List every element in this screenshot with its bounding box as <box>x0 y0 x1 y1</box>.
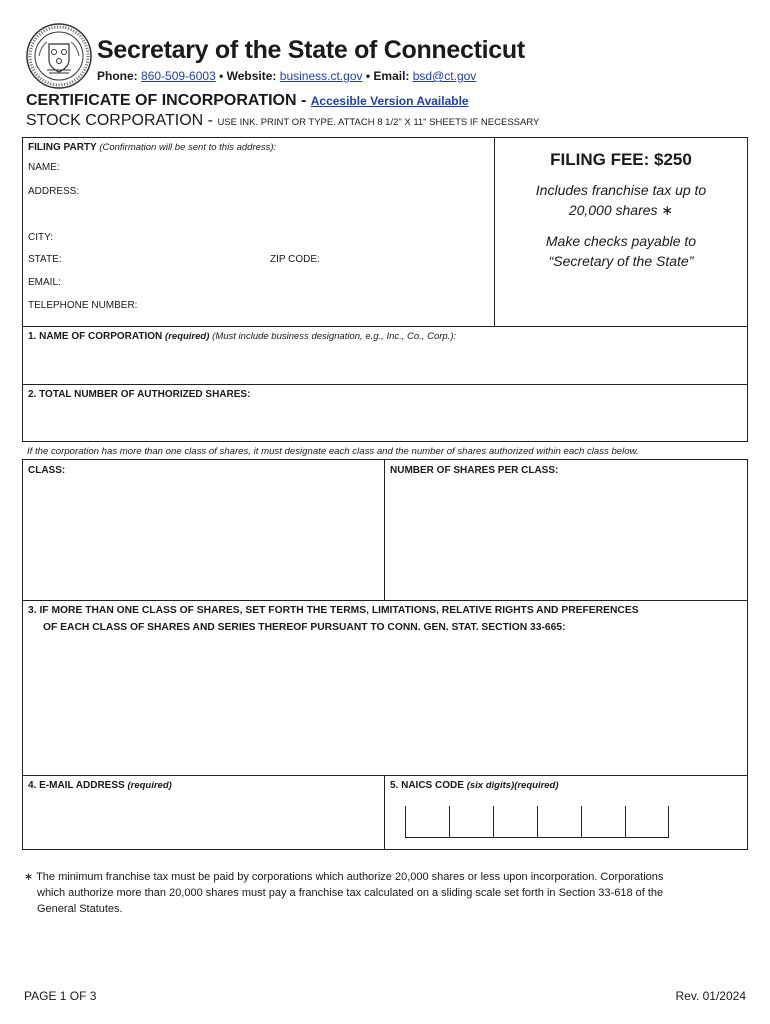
email-field[interactable]: EMAIL: <box>28 277 61 288</box>
email-label: Email: <box>373 69 410 83</box>
email-link[interactable]: bsd@ct.gov <box>412 69 477 83</box>
name-field[interactable]: NAME: <box>28 162 60 173</box>
footnote-line-2: which authorize more than 20,000 shares must pay a franchise tax calculated on a sliding scale set forth in Section 33-618 of the <box>37 887 664 899</box>
org-title: Secretary of the State of Connecticut <box>97 36 525 64</box>
subtitle-text: STOCK CORPORATION - <box>26 112 213 129</box>
section-5-label-text: 5. NAICS CODE <box>390 780 464 791</box>
subtitle-note: USE INK. PRINT OR TYPE. ATTACH 8 1/2" X 11" SHEETS IF NECESSARY <box>217 117 540 128</box>
accessible-version-link[interactable]: Accesible Version Available <box>310 94 469 108</box>
section-2-label: 2. TOTAL NUMBER OF AUTHORIZED SHARES: <box>28 389 251 400</box>
state-seal-icon <box>25 22 93 90</box>
footnote-line-1: ∗ The minimum franchise tax must be paid by corporations which authorize 20,000 shares or less upon incorporation. Corporations <box>24 871 664 883</box>
subtitle <box>26 112 539 130</box>
shares-per-class-header: NUMBER OF SHARES PER CLASS: <box>390 465 559 476</box>
filing-party-note: (Confirmation will be sent to this address): <box>99 142 277 153</box>
contact-line <box>97 69 476 83</box>
revision-date: Rev. 01/2024 <box>675 989 746 1003</box>
section-4-label-text: 4. E-MAIL ADDRESS <box>28 780 125 791</box>
class-input[interactable] <box>23 460 384 600</box>
naics-digit-3[interactable] <box>493 806 537 838</box>
section-1-label <box>28 331 456 342</box>
section-4-label <box>28 780 172 791</box>
divider <box>384 775 385 850</box>
separator: • <box>219 69 224 83</box>
section-3-line-1: 3. IF MORE THAN ONE CLASS OF SHARES, SET FORTH THE TERMS, LIMITATIONS, RELATIVE RIGHTS AND PREFERENCES <box>28 605 639 616</box>
section-2-note: If the corporation has more than one class of shares, it must designate each class and the number of shares authorized within each class below. <box>27 446 639 457</box>
class-header: CLASS: <box>28 465 66 476</box>
naics-digit-4[interactable] <box>537 806 581 838</box>
city-field[interactable]: CITY: <box>28 232 54 243</box>
section-3-line-2: OF EACH CLASS OF SHARES AND SERIES THEREOF PURSUANT TO CONN. GEN. STAT. SECTION 33-665: <box>43 622 566 633</box>
fee-note-line-3: Make checks payable to <box>545 233 697 249</box>
fee-note-line-4: “Secretary of the State” <box>548 253 694 269</box>
naics-digit-5[interactable] <box>581 806 625 838</box>
footnote-line-3: General Statutes. <box>37 903 123 915</box>
required-note: (required) <box>165 331 210 342</box>
page-number: PAGE 1 OF 3 <box>24 989 97 1003</box>
state-field[interactable]: STATE: <box>28 254 62 265</box>
telephone-field[interactable]: TELEPHONE NUMBER: <box>28 300 138 311</box>
naics-digit-6[interactable] <box>625 806 669 838</box>
zip-code-field[interactable]: ZIP CODE: <box>270 254 320 265</box>
filing-party-heading <box>28 142 276 153</box>
filing-party-heading-text: FILING PARTY <box>28 142 97 153</box>
section-1-note: (Must include business designation, e.g., Inc., Co., Corp.): <box>212 331 457 342</box>
phone-link[interactable]: 860-509-6003 <box>141 69 216 83</box>
website-label: Website: <box>226 69 277 83</box>
shares-per-class-input[interactable] <box>385 460 747 600</box>
section-5-label <box>390 780 559 791</box>
fee-note-line-2: 20,000 shares ∗ <box>568 202 674 218</box>
certificate-title <box>26 92 469 110</box>
separator: • <box>365 69 371 83</box>
address-field[interactable]: ADDRESS: <box>28 186 80 197</box>
required-note: (six digits)(required) <box>466 780 559 791</box>
naics-digit-2[interactable] <box>449 806 493 838</box>
filing-fee-title: FILING FEE: $250 <box>550 150 692 169</box>
phone-label: Phone: <box>97 69 138 83</box>
section-1-label-text: 1. NAME OF CORPORATION <box>28 331 163 342</box>
required-note: (required) <box>127 780 172 791</box>
website-link[interactable]: business.ct.gov <box>279 69 363 83</box>
fee-note-line-1: Includes franchise tax up to <box>535 182 707 198</box>
naics-digit-1[interactable] <box>405 806 449 838</box>
certificate-title-text: CERTIFICATE OF INCORPORATION - <box>26 92 307 109</box>
